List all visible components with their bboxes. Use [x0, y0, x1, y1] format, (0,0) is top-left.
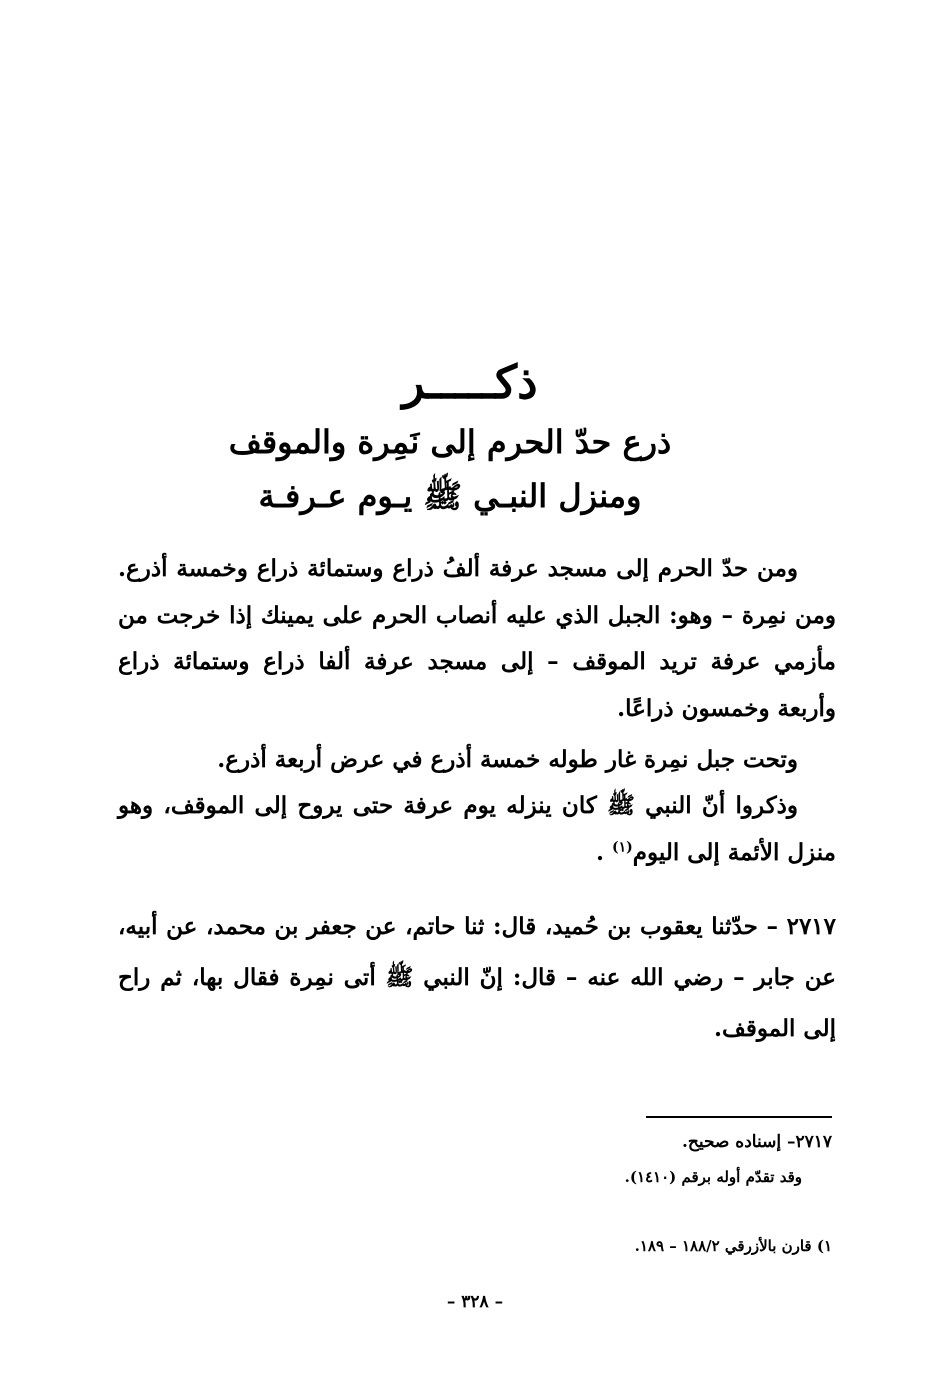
hadith-entry: [118, 901, 836, 1054]
hadith-number: ٢٧١٧: [786, 913, 837, 940]
body-paragraph-3-text: وذكروا أنّ النبي ﷺ كان ينزله يوم عرفة حتى يروح إلى الموقف، وهو منزل الأئمة إلى اليوم: [118, 792, 836, 866]
chapter-title-line-2: ومنزل النبـي ﷺ يـوم عـرفـة: [258, 477, 642, 515]
hadith-text: حدّثنا يعقوب بن حُميد، قال: ثنا حاتم، عن جعفر بن محمد، عن أبيه، عن جابر – رضي الله عنه – قال: إنّ النبي ﷺ أتى نمِرة فقال بها، ثم راح إلى الموقف.: [118, 913, 836, 1042]
body-paragraph-2: وتحت جبل نمِرة غار طوله خمسة أذرع في عرض أربعة أذرع.: [217, 746, 798, 773]
footnote-separator: [646, 1116, 832, 1118]
footnote-reference: (١): [611, 838, 633, 855]
body-paragraph-3: [118, 783, 836, 876]
body-paragraph-3-end: .: [595, 838, 612, 866]
body-paragraph-1: ومن حدّ الحرم إلى مسجد عرفة ألفُ ذراع وستمائة ذراع وخمسة أذرع. ومن نمِرة – وهو: الجبل الذي عليه أنصاب الحرم على يمينك إذا خرجت من مأزمي عرفة تريد الموقف – إلى مسجد عرفة ألفا ذراع وستمائة ذراع وأربعة وخمسون ذراعًا.: [118, 555, 836, 722]
footnote-line-2: وقد تقدّم أوله برقم (١٤١٠).: [624, 1168, 802, 1186]
chapter-title-line-1: ذرع حدّ الحرم إلى نَمِرة والموقف: [228, 423, 672, 461]
section-heading-word: ذكـــــر: [402, 355, 538, 409]
hadith-dash: –: [757, 913, 787, 940]
page-number: – ٣٢٨ –: [446, 1292, 504, 1312]
footnote-line-3: ١) قارن بالأزرقي ١٨٨/٢ – ١٨٩.: [634, 1237, 832, 1255]
footnote-line-1: ٢٧١٧– إسناده صحيح.: [681, 1132, 832, 1152]
